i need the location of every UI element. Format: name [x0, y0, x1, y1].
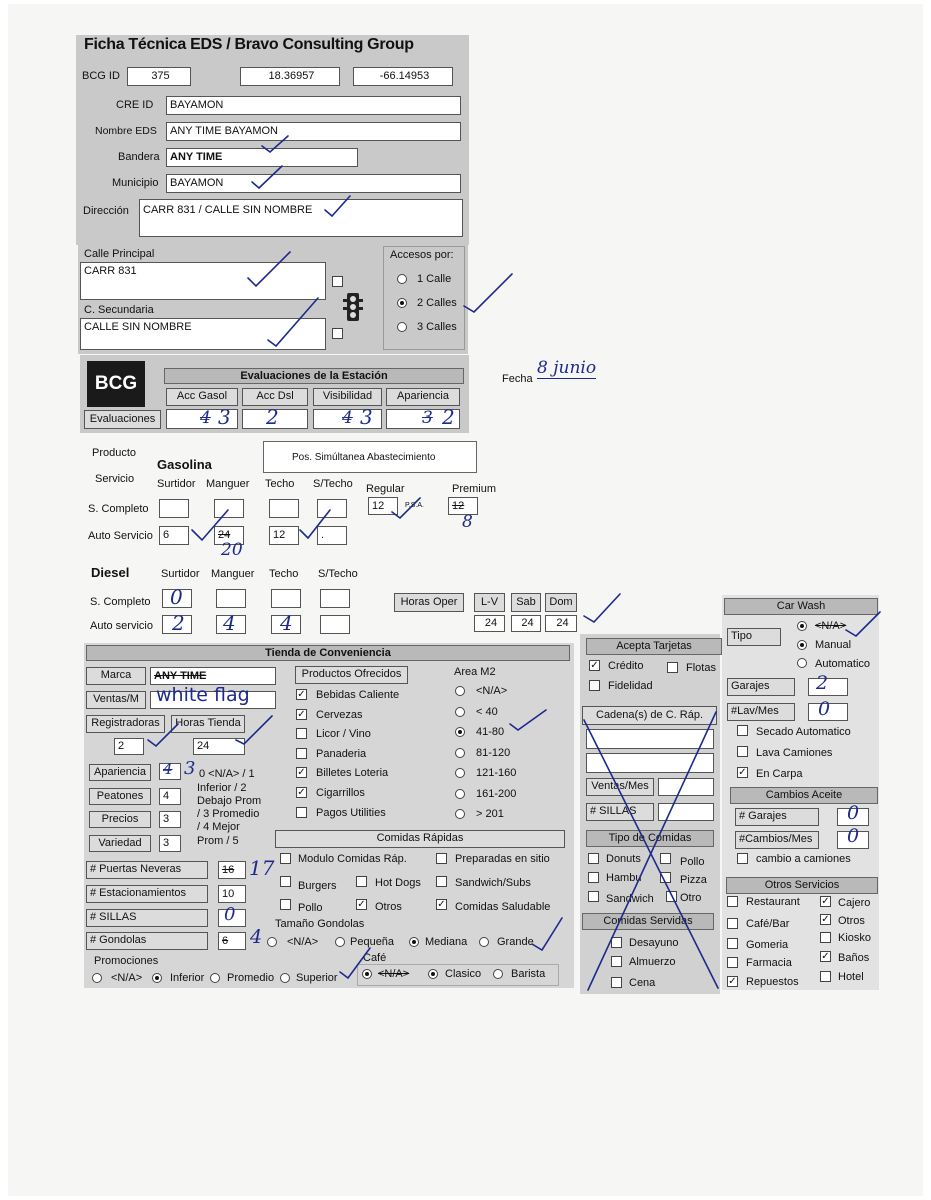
tienda-title: Tienda de Conveniencia	[86, 645, 570, 661]
otros-hotel-label: Hotel	[838, 971, 864, 983]
calle-principal-field[interactable]: CARR 831	[80, 262, 326, 300]
promo-inferior-label: Inferior	[170, 972, 205, 984]
pos-simultanea-label: Pos. Simúltanea Abastecimiento	[292, 452, 436, 463]
diesel-title: Diesel	[91, 565, 130, 580]
scale-legend-3: / 3 Promedio	[197, 808, 260, 820]
check-mark-accesos	[464, 274, 512, 312]
variedad-value[interactable]: 3	[159, 835, 181, 852]
sillas-hw: 0	[224, 904, 236, 925]
check-mark-secundaria	[268, 298, 318, 346]
tipo-comidas-title: Tipo de Comidas	[586, 830, 714, 847]
carwash-garajes-hw: 2	[816, 672, 829, 694]
aceite-cambios-hw: 0	[847, 825, 860, 847]
comida-otros-checkbox[interactable]: ✓	[357, 899, 366, 910]
producto-bebidas-label: Bebidas Caliente	[316, 689, 400, 701]
dsl-auto-manguer-hw: 4	[223, 611, 236, 635]
area-161-200-label: 161-200	[476, 788, 517, 800]
acc-gasol-header: Acc Gasol	[166, 388, 238, 406]
carwash-title: Car Wash	[724, 598, 878, 615]
check-mark-direccion	[325, 196, 350, 216]
producto-loteria-label: Billetes Loteria	[316, 767, 389, 779]
tipo-hambu-label: Hambu	[606, 872, 642, 884]
gas-auto-manguer[interactable]: 24	[214, 526, 244, 545]
promo-promedio-label: Promedio	[227, 972, 275, 984]
otros-restaurant-label: Restaurant	[746, 896, 800, 908]
tamano-gondolas-label: Tamaño Gondolas	[275, 918, 365, 930]
sillas-button[interactable]: # SILLAS	[86, 909, 208, 927]
producto-cigarrillos-checkbox[interactable]: ✓	[297, 787, 306, 798]
evaluaciones-button[interactable]: Evaluaciones	[84, 410, 161, 429]
check-mark-bandera	[252, 166, 282, 188]
apariencia-struck-value: 4	[163, 760, 173, 778]
otros-banos-label: Baños	[838, 952, 870, 964]
estacionamientos-field[interactable]: 10	[218, 885, 246, 903]
productos-ofrecidos-button[interactable]: Productos Ofrecidos	[295, 666, 408, 684]
bcg-logo: BCG	[87, 361, 145, 407]
cafe-clasico-label: Clasico	[445, 968, 482, 980]
producto-cervezas-label: Cervezas	[316, 709, 363, 721]
bcg-id-field[interactable]: 375	[127, 67, 191, 86]
regular-field[interactable]: 12	[368, 497, 398, 515]
precios-value[interactable]: 3	[159, 811, 181, 828]
secado-label: Secado Automatico	[756, 726, 851, 738]
otros-otros-checkbox[interactable]: ✓	[821, 914, 830, 925]
horas-tienda-button[interactable]: Horas Tienda	[171, 715, 245, 733]
check-mark-carwash	[846, 612, 880, 636]
tarjeta-fidelidad-label: Fidelidad	[608, 680, 653, 692]
carwash-lavmes-button[interactable]: #Lav/Mes	[727, 703, 795, 721]
visibilidad-handwritten: 3	[360, 405, 373, 429]
otros-kiosko-label: Kiosko	[838, 932, 872, 944]
municipio-field[interactable]: BAYAMON	[166, 174, 461, 193]
otros-gomeria-label: Gomeria	[746, 939, 789, 951]
apariencia-handwritten: 2	[442, 405, 455, 429]
producto-utilities-label: Pagos Utilities	[316, 807, 386, 819]
precios-button[interactable]: Precios	[89, 811, 151, 828]
tarjeta-flotas-label: Flotas	[686, 662, 716, 674]
scale-legend-1: Inferior / 2	[197, 782, 247, 794]
otros-cafebar-label: Café/Bar	[746, 918, 790, 930]
tipo-sandwich-label: Sandwich	[606, 893, 654, 905]
nombre-eds-field[interactable]: ANY TIME BAYAMON	[166, 122, 461, 141]
carwash-garajes-button[interactable]: Garajes	[727, 678, 795, 696]
carwash-na-label: <N/A>	[815, 620, 847, 632]
carwash-auto-label: Automatico	[815, 658, 871, 670]
calle-secundaria-field[interactable]: CALLE SIN NOMBRE	[80, 318, 326, 350]
acc-gasol-struck: 4	[200, 408, 211, 428]
en-carpa-checkbox[interactable]: ✓	[738, 767, 747, 778]
servicio-label: Servicio	[95, 473, 135, 485]
gas-col-manguer: Manguer	[206, 478, 250, 490]
peatones-button[interactable]: Peatones	[89, 788, 151, 805]
horas-lv-field[interactable]: 24	[474, 615, 505, 632]
gas-auto-stecho[interactable]: .	[317, 526, 347, 545]
dsl-auto-techo-hw: 4	[280, 611, 293, 635]
premium-correction: 8	[462, 512, 473, 532]
comida-modulo-label: Modulo Comidas Ráp.	[298, 853, 407, 865]
comida-pollo-label: Pollo	[298, 902, 323, 914]
marca-button[interactable]: Marca	[86, 667, 146, 685]
cafe-label: Café	[363, 952, 387, 964]
tarjetas-sillas-button[interactable]: # SILLAS	[586, 803, 654, 821]
horas-dom-field[interactable]: 24	[545, 615, 577, 632]
area-40-label: < 40	[476, 706, 498, 718]
calle-principal-label: Calle Principal	[84, 248, 155, 260]
gas-row-completo: S. Completo	[88, 503, 149, 515]
cre-id-label: CRE ID	[116, 99, 154, 111]
area-m2-label: Area M2	[454, 666, 496, 678]
puertas-neveras-hw: 17	[249, 856, 275, 880]
gondolas-button[interactable]: # Gondolas	[86, 932, 208, 950]
variedad-button[interactable]: Variedad	[89, 835, 151, 852]
scale-legend-4: / 4 Mejor	[197, 821, 240, 833]
ventas-handwritten: white flag	[156, 684, 250, 706]
producto-label: Producto	[92, 447, 137, 459]
gas-col-techo: Techo	[265, 478, 295, 490]
gas-row-auto: Auto Servicio	[88, 530, 153, 542]
gas-auto-techo[interactable]: 12	[269, 526, 299, 545]
area-121-160-label: 121-160	[476, 767, 517, 779]
horas-dom-header: Dom	[545, 593, 577, 612]
gasolina-title: Gasolina	[157, 457, 212, 472]
horas-sab-header: Sab	[511, 593, 541, 612]
calle-secundaria-label: C. Secundaria	[84, 304, 154, 316]
gas-auto-surtidor[interactable]: 6	[159, 526, 189, 545]
servida-cena-label: Cena	[629, 977, 656, 989]
dsl-col-surtidor: Surtidor	[161, 568, 200, 580]
fecha-label: Fecha	[502, 373, 533, 385]
promo-superior-label: Superior	[296, 972, 338, 984]
en-carpa-label: En Carpa	[756, 768, 803, 780]
scale-legend-5: Prom / 5	[197, 835, 239, 847]
acceso-3-label: 3 Calles	[417, 321, 457, 333]
cambios-aceite-title: Cambios Aceite	[730, 787, 878, 804]
premium-field[interactable]: 12	[448, 497, 478, 515]
dsl-col-manguer: Manguer	[211, 568, 255, 580]
check-mark-horas	[584, 594, 620, 622]
comidas-rapidas-header: Comidas Rápidas	[275, 830, 565, 848]
comida-hotdogs-label: Hot Dogs	[375, 877, 421, 889]
promociones-label: Promociones	[94, 955, 159, 967]
direccion-label: Dirección	[83, 205, 129, 217]
comidas-servidas-title: Comidas Servidas	[582, 913, 714, 930]
check-mark-cafe	[340, 948, 370, 978]
check-mark-area	[510, 710, 546, 730]
horas-lv-header: L-V	[474, 593, 505, 612]
nombre-eds-label: Nombre EDS	[95, 125, 157, 137]
comida-preparadas-label: Preparadas en sitio	[455, 853, 550, 865]
longitude-field[interactable]: -66.14953	[353, 67, 453, 86]
form-title: Ficha Técnica EDS / Bravo Consulting Group	[84, 36, 414, 53]
gondolas-hw: 4	[250, 926, 263, 948]
comida-saludable-checkbox[interactable]: ✓	[437, 899, 446, 910]
evaluaciones-title: Evaluaciones de la Estación	[164, 368, 464, 384]
apariencia-struck: 3	[422, 408, 433, 428]
otros-cajero-checkbox[interactable]: ✓	[821, 896, 830, 907]
registradoras-button[interactable]: Registradoras	[86, 715, 165, 733]
area-201-label: > 201	[476, 808, 504, 820]
tipo-otro-label: Otro	[680, 892, 702, 904]
dsl-col-techo: Techo	[269, 568, 299, 580]
carwash-manual-label: Manual	[815, 639, 852, 651]
scale-legend-2: Debajo Prom	[197, 795, 262, 807]
estacionamientos-button[interactable]: # Estacionamientos	[86, 885, 208, 903]
fecha-handwritten: 8 junio	[537, 358, 597, 378]
check-mark-gas-techo	[300, 510, 330, 538]
acepta-tarjetas-title: Acepta Tarjetas	[586, 638, 722, 655]
registradoras-field[interactable]: 2	[114, 738, 144, 755]
apariencia-button[interactable]: Apariencia	[89, 764, 151, 781]
cambio-camiones-label: cambio a camiones	[756, 853, 851, 865]
tamano-na-label: <N/A>	[287, 936, 319, 948]
dsl-auto-surtidor-hw: 2	[172, 611, 185, 635]
producto-panaderia-label: Panaderia	[316, 748, 367, 760]
ventas-m-button[interactable]: Ventas/M	[86, 691, 146, 709]
aceite-cambios-button[interactable]: #Cambios/Mes	[735, 831, 819, 849]
municipio-label: Municipio	[112, 177, 159, 189]
carwash-tipo-button[interactable]: Tipo	[727, 628, 781, 646]
cafe-barista-label: Barista	[511, 968, 546, 980]
tamano-grande-label: Grande	[497, 936, 534, 948]
area-41-80-label: 41-80	[476, 726, 505, 738]
dsl-row-completo: S. Completo	[90, 596, 151, 608]
cross-out-food-line-2	[588, 712, 716, 990]
acceso-2-label: 2 Calles	[417, 297, 457, 309]
check-mark-nombre	[262, 136, 288, 152]
gondolas-field[interactable]: 6	[218, 932, 246, 950]
horas-tienda-field[interactable]: 24	[193, 738, 245, 755]
dsl-completo-surtidor-hw: 0	[170, 585, 183, 609]
check-mark-registradoras	[148, 724, 178, 746]
comida-saludable-label: Comidas Saludable	[455, 901, 551, 913]
gas-manguer-correction: 20	[221, 540, 243, 560]
horas-sab-field[interactable]: 24	[511, 615, 541, 632]
acceso-1-label: 1 Calle	[417, 273, 452, 285]
tipo-pizza-label: Pizza	[680, 874, 707, 886]
check-mark-horas-tienda	[236, 716, 272, 744]
otros-servicios-title: Otros Servicios	[726, 877, 878, 894]
producto-bebidas-checkbox[interactable]: ✓	[297, 689, 306, 700]
dsl-col-stecho: S/Techo	[318, 568, 358, 580]
apariencia-header: Apariencia	[386, 388, 460, 406]
check-mark-grande	[532, 918, 562, 950]
lava-camiones-label: Lava Camiones	[756, 747, 833, 759]
ventas-mes-button[interactable]: Ventas/Mes	[586, 778, 654, 796]
check-mark-gas-completo	[192, 510, 228, 540]
cafe-na-label: <N/A>	[378, 968, 410, 980]
bcg-id-label: BCG ID	[82, 70, 120, 82]
direccion-field[interactable]: CARR 831 / CALLE SIN NOMBRE	[139, 199, 463, 237]
regular-label: Regular	[366, 483, 405, 495]
tarjeta-credito-checkbox[interactable]: ✓	[590, 660, 599, 671]
puertas-neveras-button[interactable]: # Puertas Neveras	[86, 861, 208, 879]
producto-loteria-checkbox[interactable]: ✓	[297, 767, 306, 778]
cre-id-field[interactable]: BAYAMON	[166, 96, 461, 115]
latitude-field[interactable]: 18.36957	[240, 67, 340, 86]
comida-sandwich-label: Sandwich/Subs	[455, 877, 531, 889]
premium-label: Premium	[452, 483, 497, 495]
gas-col-surtidor: Surtidor	[157, 478, 196, 490]
comida-burgers-label: Burgers	[298, 880, 337, 892]
promo-na-label: <N/A>	[111, 972, 143, 984]
producto-cigarrillos-label: Cigarrillos	[316, 787, 365, 799]
otros-cajero-label: Cajero	[838, 897, 871, 909]
otros-otros-label: Otros	[838, 915, 865, 927]
apariencia-hw-value: 3	[184, 758, 196, 779]
tarjeta-credito-label: Crédito	[608, 660, 644, 672]
marca-field[interactable]: ANY TIME	[150, 667, 276, 685]
bandera-label: Bandera	[118, 151, 160, 163]
dsl-row-auto: Auto servicio	[90, 620, 153, 632]
gas-col-stecho: S/Techo	[313, 478, 353, 490]
acc-dsl-header: Acc Dsl	[242, 388, 308, 406]
producto-cervezas-checkbox[interactable]: ✓	[297, 709, 306, 720]
carwash-lavmes-hw: 0	[818, 698, 831, 720]
otros-repuestos-label: Repuestos	[746, 976, 799, 988]
otros-banos-checkbox[interactable]: ✓	[821, 951, 830, 962]
aceite-garajes-hw: 0	[847, 802, 860, 824]
psa-label: P.S.A.	[405, 502, 424, 509]
horas-oper-button[interactable]: Horas Oper	[394, 593, 464, 612]
servida-desayuno-label: Desayuno	[629, 937, 679, 949]
puertas-neveras-field[interactable]: 16	[218, 861, 246, 879]
visibilidad-header: Visibilidad	[313, 388, 382, 406]
cadenas-button[interactable]: Cadena(s) de C. Ráp.	[582, 706, 717, 725]
area-na-label: <N/A>	[476, 685, 508, 697]
aceite-garajes-button[interactable]: # Garajes	[735, 808, 819, 826]
tamano-mediana-label: Mediana	[425, 936, 468, 948]
accesos-label: Accesos por:	[390, 249, 454, 261]
otros-farmacia-label: Farmacia	[746, 957, 792, 969]
acc-gasol-handwritten: 3	[218, 405, 231, 429]
bandera-field[interactable]: ANY TIME	[166, 148, 358, 167]
comida-otros-label: Otros	[375, 901, 402, 913]
servida-almuerzo-label: Almuerzo	[629, 956, 676, 968]
tipo-pollo-label: Pollo	[680, 856, 705, 868]
acc-dsl-handwritten: 2	[266, 405, 279, 429]
check-mark-principal	[248, 252, 290, 286]
tamano-pequena-label: Pequeña	[350, 936, 395, 948]
producto-licor-label: Licor / Vino	[316, 728, 371, 740]
peatones-value[interactable]: 4	[159, 788, 181, 805]
check-mark-regular	[392, 498, 420, 518]
visibilidad-struck: 4	[342, 408, 353, 428]
scale-legend-0: 0 <N/A> / 1	[199, 768, 255, 780]
area-81-120-label: 81-120	[476, 747, 511, 759]
otros-repuestos-checkbox[interactable]: ✓	[728, 976, 737, 987]
tipo-donuts-label: Donuts	[606, 853, 641, 865]
